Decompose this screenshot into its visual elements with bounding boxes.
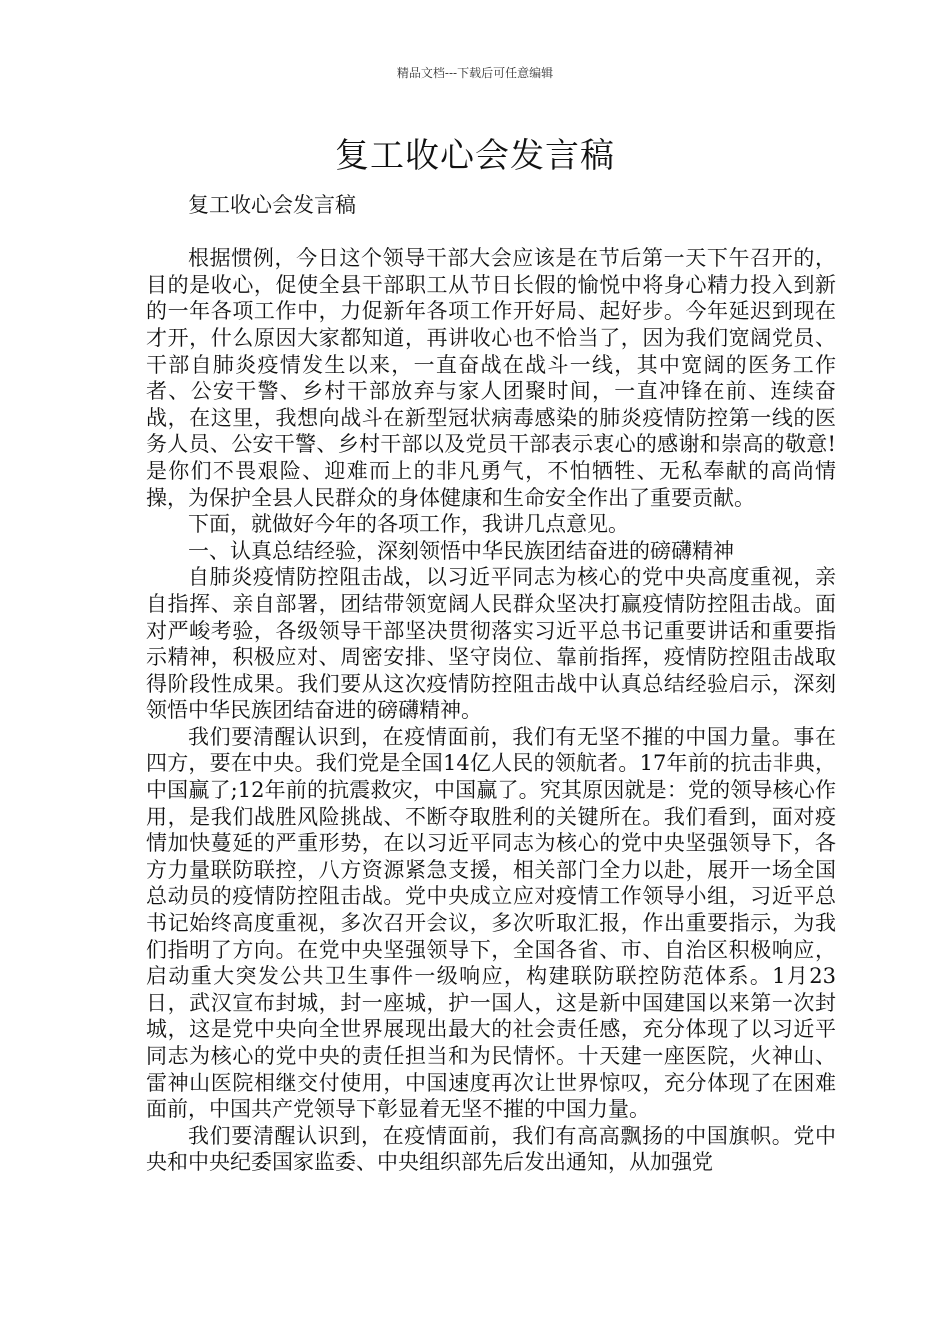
paragraph: 我们要清醒认识到，在疫情面前，我们有无坚不摧的中国力量。事在四方，要在中央。我们党是全国14亿人民的领航者。17年前的抗击非典，中国赢了;12年前的抗震救灾，中国赢了。究其原因就是：党的领导核心作用，是我们战胜风险挑战、不断夺取胜利的关键所在。我们看到，面对疫情加快蔓延的严重形势，在以习近平同志为核心的党中央坚强领导下，各方力量联防联控，八方资源紧急支援，相关部门全力以赴，展开一场全国总动员的疫情防控阻击战。党中央成立应对疫情工作领导小组，习近平总书记始终高度重视，多次召开会议，多次听取汇报，作出重要指示，为我们指明了方向。在党中央坚强领导下，全国各省、市、自治区积极响应，启动重大突发公共卫生事件一级响应，构建联防联控防范体系。1月23日，武汉宣布封城，封一座城，护一国人，这是新中国建国以来第一次封城，这是党中央向全世界展现出最大的社会责任感，充分体现了以习近平同志为核心的党中央的责任担当和为民情怀。十天建一座医院，火神山、雷神山医院相继交付使用，中国速度再次让世界惊叹，充分体现了在困难面前，中国共产党领导下彰显着无坚不摧的中国力量。 [146,724,836,1122]
document-title: 复工收心会发言稿 [335,136,615,176]
header-note: 精品文档---下载后可任意编辑 [396,66,554,80]
paragraph: 下面，就做好今年的各项工作，我讲几点意见。 [188,512,629,537]
document-body [146,192,836,1176]
paragraph: 根据惯例，今日这个领导干部大会应该是在节后第一天下午召开的，目的是收心，促使全县干部职工从节日长假的愉悦中将身心精力投入到新的一年各项工作中，力促新年各项工作开好局、起好步。今年延迟到现在才开，什么原因大家都知道，再讲收心也不恰当了，因为我们宽阔党员、干部自肺炎疫情发生以来，一直奋战在战斗一线，其中宽阔的医务工作者、公安干警、乡村干部放弃与家人团聚时间，一直冲锋在前、连续奋战，在这里，我想向战斗在新型冠状病毒感染的肺炎疫情防控第一线的医务人员、公安干警、乡村干部以及党员干部表示衷心的感谢和崇高的敬意!是你们不畏艰险、迎难而上的非凡勇气，不怕牺牲、无私奉献的高尚情操，为保护全县人民群众的身体健康和生命安全作出了重要贡献。 [146,246,836,510]
paragraph: 自肺炎疫情防控阻击战，以习近平同志为核心的党中央高度重视，亲自指挥、亲自部署，团结带领宽阔人民群众坚决打赢疫情防控阻击战。面对严峻考验，各级领导干部坚决贯彻落实习近平总书记重要讲话和重要指示精神，积极应对、周密安排、坚守岗位、靠前指挥，疫情防控阻击战取得阶段性成果。我们要从这次疫情防控阻击战中认真总结经验启示，深刻领悟中华民族团结奋进的磅礴精神。 [146,565,836,723]
paragraph: 我们要清醒认识到，在疫情面前，我们有高高飘扬的中国旗帜。党中央和中央纪委国家监委、中央组织部先后发出通知，从加强党 [146,1123,836,1175]
section-heading: 一、认真总结经验，深刻领悟中华民族团结奋进的磅礴精神 [188,538,734,563]
document-subtitle: 复工收心会发言稿 [188,193,356,217]
